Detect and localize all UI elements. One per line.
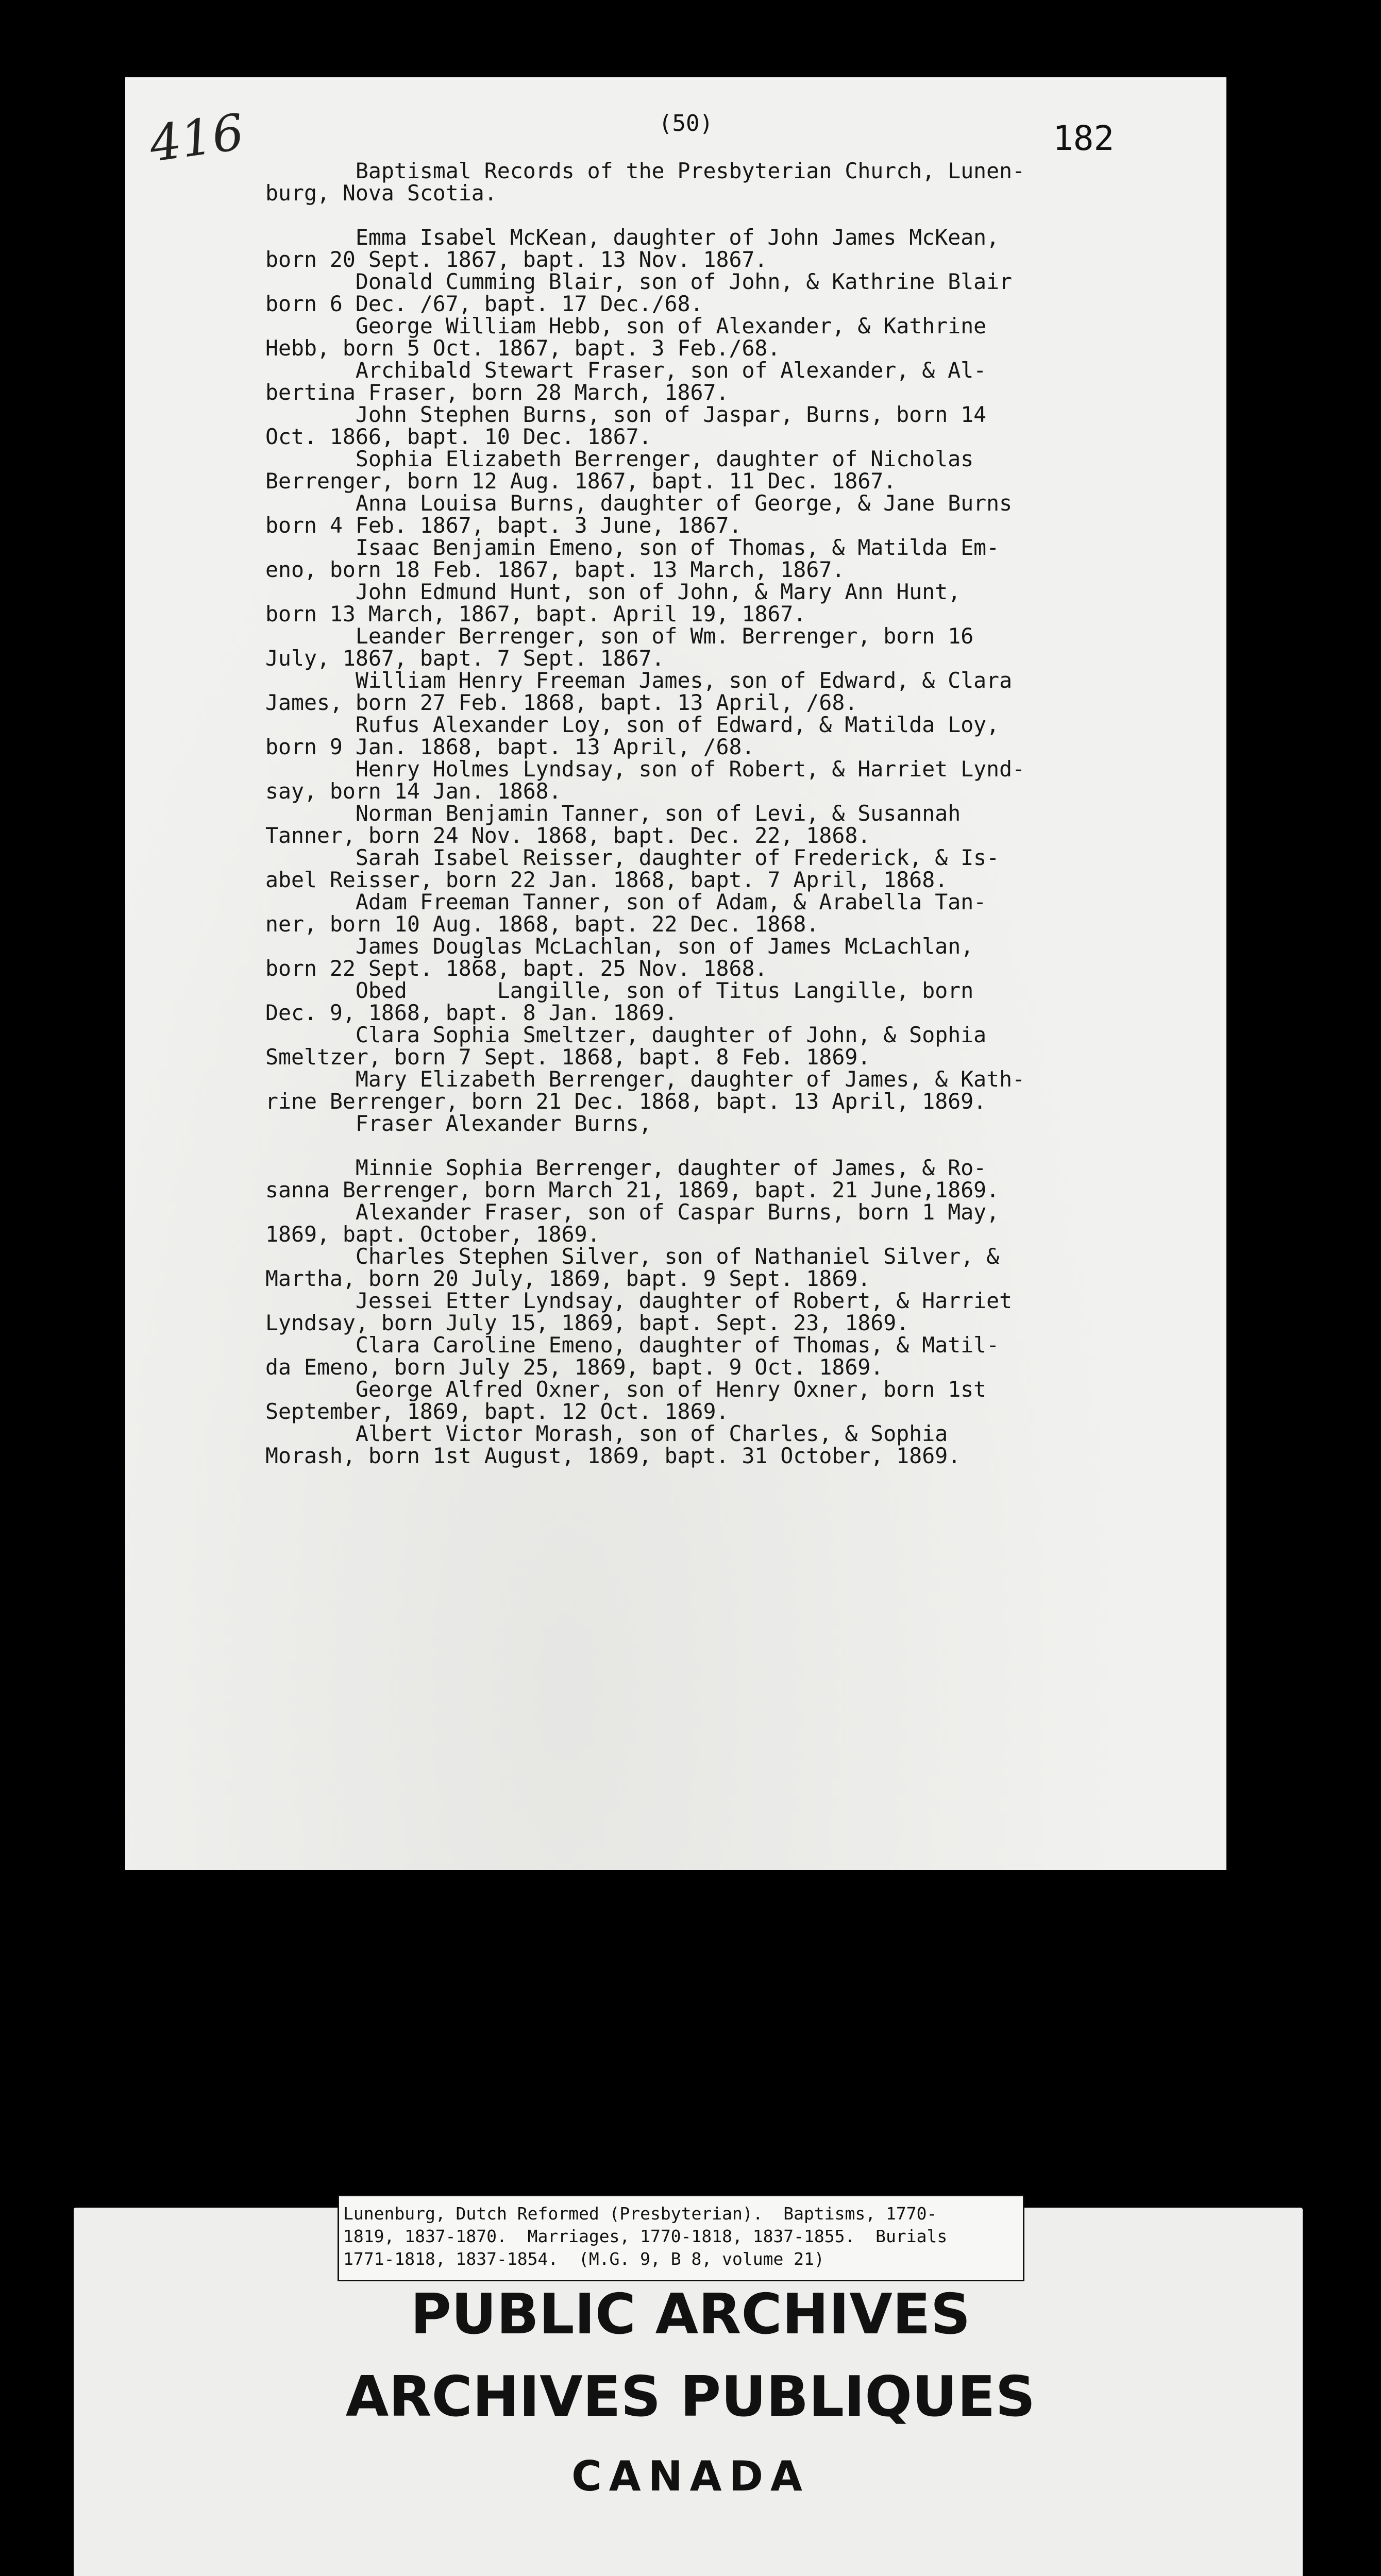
baptismal-records-text [265,160,1208,1467]
page-number-right: 182 [1053,118,1115,158]
record-line: abel Reisser, born 22 Jan. 1868, bapt. 7 April, 1868. [265,867,948,892]
record-line: James, born 27 Feb. 1868, bapt. 13 April, /68. [265,690,858,715]
record-line: Leander Berrenger, son of Wm. Berrenger, born 16 [265,623,974,649]
record-line: Alexander Fraser, son of Caspar Burns, born 1 May, [265,1199,1000,1225]
record-line: burg, Nova Scotia. [265,180,497,206]
record-line [265,1134,1208,1157]
tag-line: 1771-1818, 1837-1854. (M.G. 9, B 8, volume 21) [343,2249,824,2269]
record-line: born 9 Jan. 1868, bapt. 13 April, /68. [265,734,755,759]
collection-tag [338,2195,1024,2281]
record-line: Minnie Sophia Berrenger, daughter of James, & Ro- [265,1155,987,1180]
record-line: Isaac Benjamin Emeno, son of Thomas, & Matilda Em- [265,535,1000,560]
record-line: Lyndsay, born July 15, 1869, bapt. Sept. 23, 1869. [265,1310,910,1335]
record-line: da Emeno, born July 25, 1869, bapt. 9 Oct. 1869. [265,1354,884,1380]
record-line: Clara Sophia Smeltzer, daughter of John, & Sophia [265,1022,987,1047]
record-line: Jessei Etter Lyndsay, daughter of Robert, & Harriet [265,1288,1013,1313]
record-line: Emma Isabel McKean, daughter of John James McKean, [265,225,1000,250]
archive-title-english: PUBLIC ARCHIVES [410,2282,971,2347]
record-line: Sophia Elizabeth Berrenger, daughter of Nicholas [265,446,974,471]
record-line: Berrenger, born 12 Aug. 1867, bapt. 11 Dec. 1867. [265,468,897,494]
record-line: rine Berrenger, born 21 Dec. 1868, bapt. 13 April, 1869. [265,1089,987,1114]
record-line: bertina Fraser, born 28 March, 1867. [265,380,729,405]
record-line: John Edmund Hunt, son of John, & Mary Ann Hunt, [265,579,961,604]
record-line: Adam Freeman Tanner, son of Adam, & Arabella Tan- [265,889,987,914]
record-line: say, born 14 Jan. 1868. [265,778,562,804]
record-line: Archibald Stewart Fraser, son of Alexander, & Al- [265,358,987,383]
record-line: Donald Cumming Blair, son of John, & Kathrine Blair [265,269,1013,294]
record-line: Anna Louisa Burns, daughter of George, & Jane Burns [265,490,1013,516]
record-line: Fraser Alexander Burns, [265,1111,652,1136]
record-line: Dec. 9, 1868, bapt. 8 Jan. 1869. [265,1000,678,1025]
record-line: Charles Stephen Silver, son of Nathaniel Silver, & [265,1244,1000,1269]
record-line: 1869, bapt. October, 1869. [265,1222,600,1247]
record-line: Obed Langille, son of Titus Langille, born [265,978,974,1003]
record-line: Rufus Alexander Loy, son of Edward, & Matilda Loy, [265,712,1000,737]
record-line: Henry Holmes Lyndsay, son of Robert, & Harriet Lynd- [265,756,1025,782]
record-line: ner, born 10 Aug. 1868, bapt. 22 Dec. 1868. [265,911,819,937]
page-number-left: (50) [659,110,713,137]
record-line: Clara Caroline Emeno, daughter of Thomas, & Matil- [265,1332,1000,1358]
record-line: George William Hebb, son of Alexander, & Kathrine [265,313,987,338]
record-line: John Stephen Burns, son of Jaspar, Burns, born 14 [265,402,987,427]
record-line: born 13 March, 1867, bapt. April 19, 1867. [265,601,806,626]
record-line: born 22 Sept. 1868, bapt. 25 Nov. 1868. [265,956,768,981]
record-line: Hebb, born 5 Oct. 1867, bapt. 3 Feb./68. [265,335,781,361]
record-line: September, 1869, bapt. 12 Oct. 1869. [265,1399,729,1424]
record-line: sanna Berrenger, born March 21, 1869, bapt. 21 June,1869. [265,1177,1000,1202]
record-line: Tanner, born 24 Nov. 1868, bapt. Dec. 22, 1868. [265,823,871,848]
archive-country: CANADA [571,2452,810,2500]
record-line: George Alfred Oxner, son of Henry Oxner, born 1st [265,1377,987,1402]
record-line: born 4 Feb. 1867, bapt. 3 June, 1867. [265,513,742,538]
archive-title-french: ARCHIVES PUBLIQUES [345,2365,1036,2429]
record-line: Smeltzer, born 7 Sept. 1868, bapt. 8 Feb. 1869. [265,1044,871,1070]
record-line [265,204,1208,226]
handwritten-note: 416 [146,103,248,174]
tag-line: Lunenburg, Dutch Reformed (Presbyterian). Baptisms, 1770- [343,2204,937,2224]
record-line: July, 1867, bapt. 7 Sept. 1867. [265,646,665,671]
tag-line: 1819, 1837-1870. Marriages, 1770-1818, 1837-1855. Burials [343,2226,948,2246]
record-line: William Henry Freeman James, son of Edward, & Clara [265,668,1013,693]
record-line: born 6 Dec. /67, bapt. 17 Dec./68. [265,291,703,316]
record-line: Martha, born 20 July, 1869, bapt. 9 Sept. 1869. [265,1266,871,1291]
record-line: Oct. 1866, bapt. 10 Dec. 1867. [265,424,652,449]
record-line: Norman Benjamin Tanner, son of Levi, & Susannah [265,801,961,826]
record-line: Albert Victor Morash, son of Charles, & Sophia [265,1421,948,1446]
record-line: eno, born 18 Feb. 1867, bapt. 13 March, 1867. [265,557,845,582]
record-line: James Douglas McLachlan, son of James McLachlan, [265,934,974,959]
record-line: Baptismal Records of the Presbyterian Church, Lunen- [265,158,1025,183]
record-line: born 20 Sept. 1867, bapt. 13 Nov. 1867. [265,247,768,272]
record-line: Sarah Isabel Reisser, daughter of Frederick, & Is- [265,845,1000,870]
record-line: Mary Elizabeth Berrenger, daughter of James, & Kath- [265,1066,1025,1092]
record-line: Morash, born 1st August, 1869, bapt. 31 October, 1869. [265,1443,961,1468]
